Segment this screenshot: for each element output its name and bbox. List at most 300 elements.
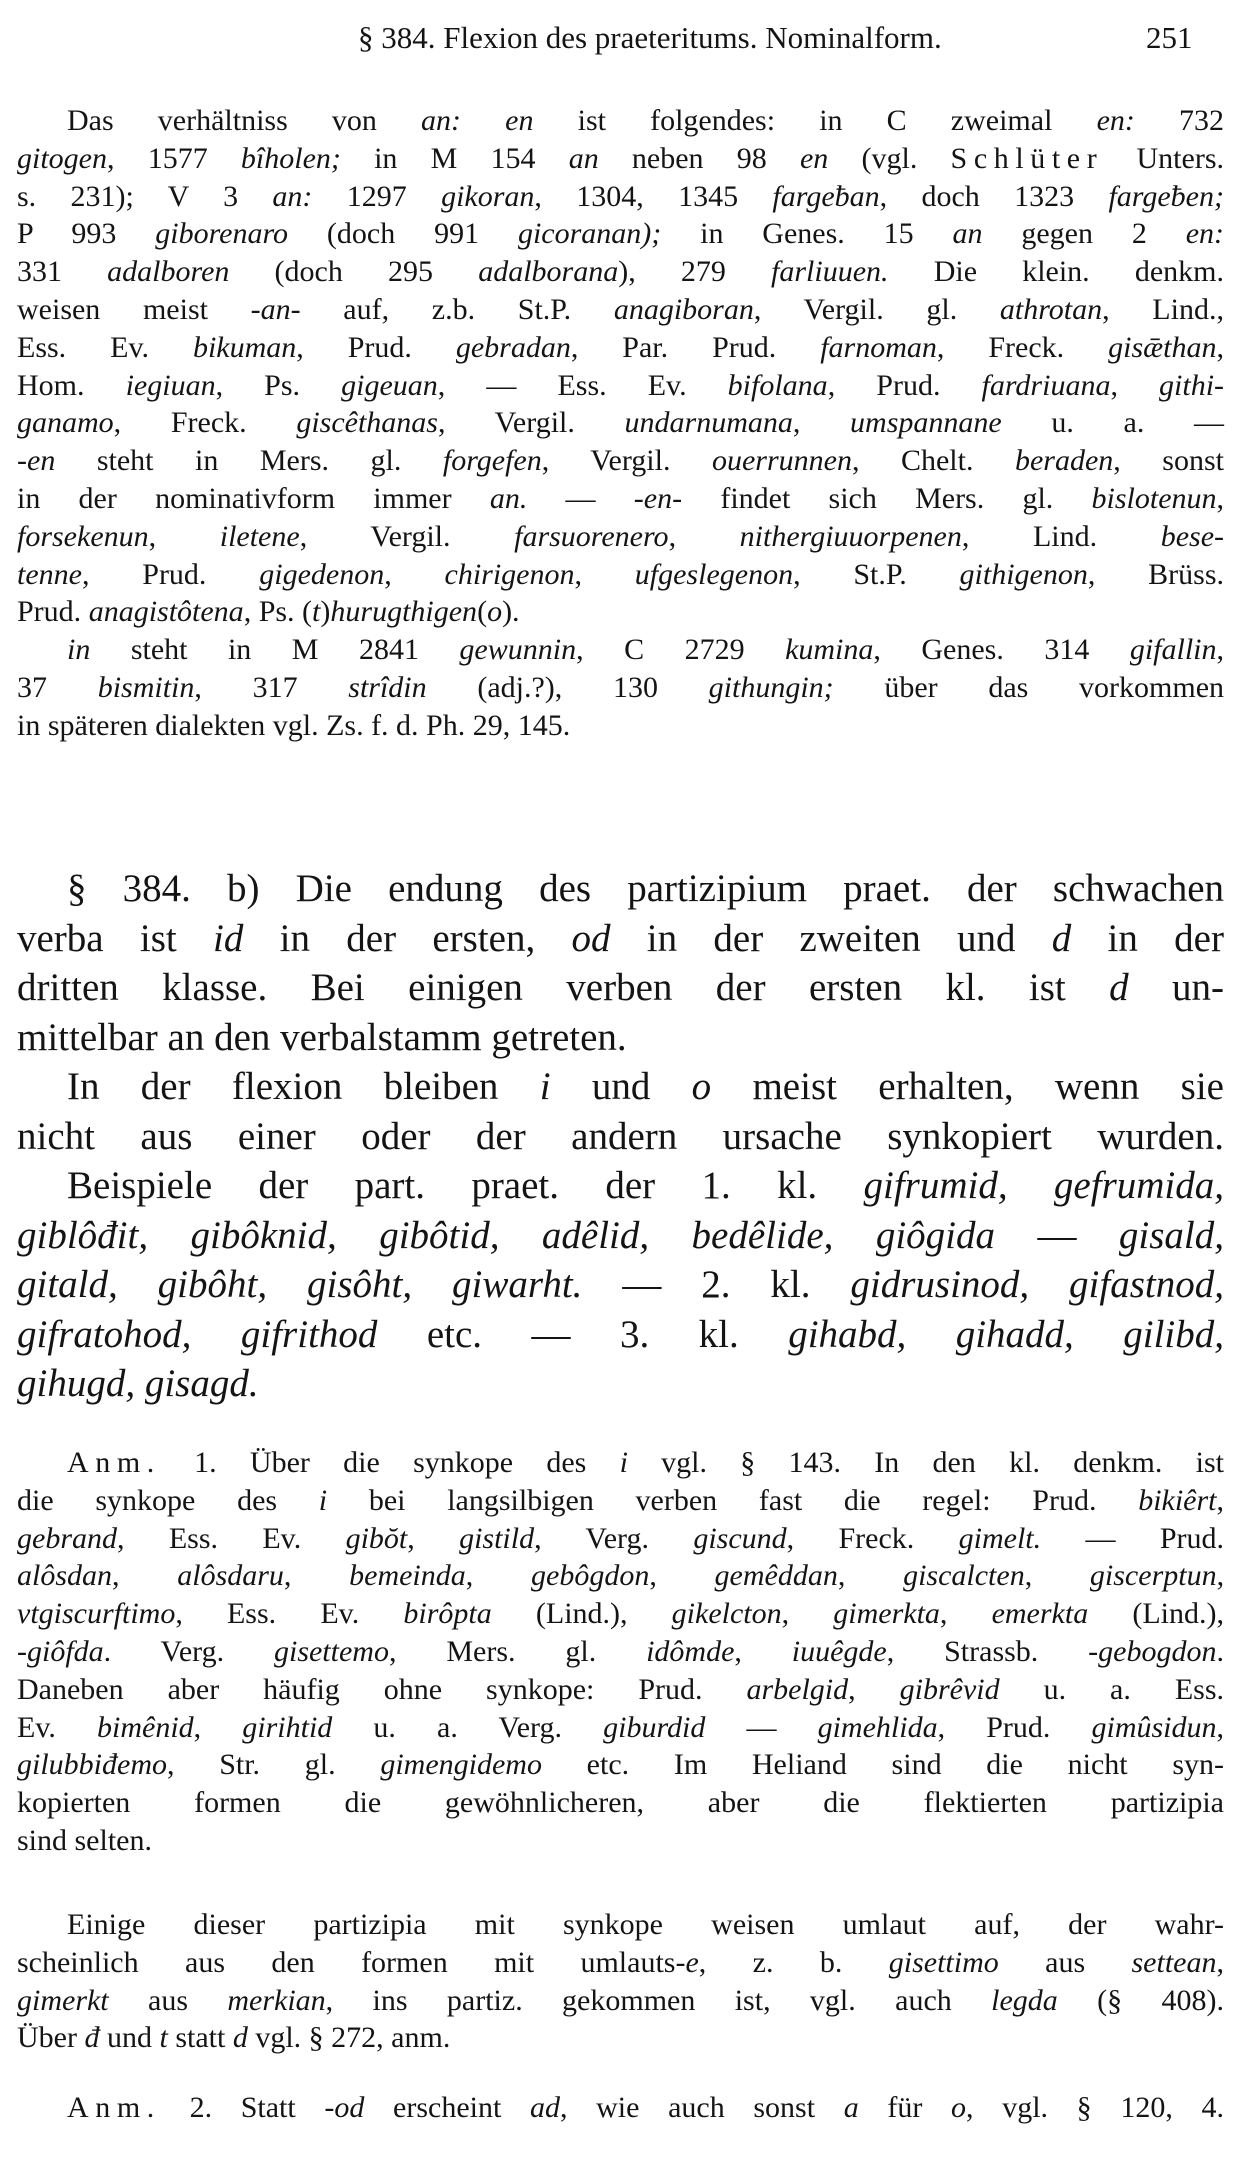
italic-word-form: gifrumid, gefrumida, [863,1164,1224,1207]
italic-word-form: emerkta [991,1597,1089,1631]
text-run: in der zweiten und [610,916,1052,960]
text-run: , Brüss. [1087,557,1225,591]
italic-word-form: adalborana [478,255,619,289]
text-line [17,1112,1224,1162]
text-run: , [1216,1710,1225,1744]
text-run: - findet sich Mers. gl. [672,481,1092,515]
italic-word-form: bîholen; [240,141,341,175]
italic-word-form: gebôgdon [531,1559,650,1593]
text-run: , [465,1559,531,1593]
text-line [17,102,1224,140]
text-run: , [939,1597,992,1631]
text-run: , [1110,368,1160,402]
text-run: s. 231); V 3 [17,179,273,213]
italic-word-form: bifolana [727,368,828,402]
italic-word-form: gilubbiđemo [17,1748,167,1782]
italic-word-form: gistild [459,1521,535,1555]
italic-word-form: githigenon [959,557,1088,591]
text-run: , Lind., [1102,292,1224,326]
text-run: , Vergil. [437,406,625,440]
paragraph [17,102,1224,631]
italic-word-form: in [67,633,91,667]
spaced-label: Schlüter [950,141,1104,175]
text-run: , [1216,481,1225,515]
annotation-1 [17,1444,1224,1860]
annotation-2 [17,2089,1224,2127]
italic-word-form: gitald, gibôht, gisôht, giwarht. [17,1263,583,1306]
italic-word-form: hurugthigen [330,595,478,629]
italic-word-form: ad [529,2091,560,2124]
italic-word-form: gitogen [17,141,107,175]
italic-word-form: adalboren [107,255,230,289]
annotation-umlaut-paragraph [17,1906,1224,2057]
italic-word-form: githungin; [708,670,834,704]
italic-word-form: anagiboran [613,292,754,326]
text-run: vgl. § 272, anm. [247,2021,451,2055]
italic-word-form: bese- [1160,519,1224,553]
text-run: und [550,1065,692,1108]
text-run: 37 [17,670,98,704]
text-run: , Par. Prud. [570,330,821,364]
italic-word-form: en: [1096,104,1135,137]
text-run: in M 154 [340,141,569,175]
italic-word-form: giburdid [603,1710,706,1744]
text-line [17,864,1224,914]
text-run: Einige dieser partizipia mit synkope weisen umlaut auf, der wahr- [67,1908,1224,1941]
italic-word-form: t [312,595,321,629]
text-run: , [407,1521,460,1555]
italic-word-form: giborenaro [155,217,289,251]
page-number: 251 [1146,20,1193,55]
text-line [17,914,1224,964]
italic-word-form: gimengidemo [380,1748,542,1782]
text-line [17,1211,1224,1261]
running-header [0,20,1247,64]
text-run: , sonst [1113,444,1224,478]
text-line [17,1161,1224,1211]
paragraph [17,1906,1224,2057]
italic-word-form: gigedenon [259,557,385,591]
italic-word-form: fargeƀan [772,179,880,213]
italic-word-form: fardriuana [981,368,1111,402]
italic-word-form: athrotan [999,292,1103,326]
text-run: , Ess. Ev. [175,1597,404,1631]
italic-word-form: gifallin [1129,633,1217,667]
text-run: in späteren dialekten vgl. Zs. f. d. Ph. 29, 145. [17,708,571,742]
italic-word-form: od [334,2091,365,2124]
italic-word-form: farsuorenero [514,519,669,553]
text-run: , [668,519,740,553]
text-line [17,1013,1224,1063]
text-run: Über [17,2021,85,2055]
text-run: erscheint [364,2091,530,2124]
text-line [17,963,1224,1013]
italic-word-form: gifratohod, gifrithod [17,1312,378,1356]
italic-word-form: vtgiscurftimo [17,1597,176,1631]
text-run: , Prud. [827,368,982,402]
text-run: — Prud. [1041,1521,1224,1555]
italic-word-form: i [539,1065,551,1108]
text-line [17,442,1224,480]
italic-word-form: a [843,2091,859,2124]
italic-word-form: bimênid [97,1710,194,1744]
text-line [17,593,1224,631]
italic-word-form: farnoman [820,330,937,364]
text-run: , [1216,1483,1224,1517]
text-line [17,1944,1224,1982]
italic-word-form: gibrêvid [899,1672,1000,1706]
italic-word-form: iuuêgde [791,1634,887,1668]
text-run: , [1024,1559,1090,1593]
text-line [17,1595,1224,1633]
italic-word-form: o [487,595,503,629]
text-run: , Prud. [81,557,260,591]
text-run: Hom. [17,368,126,402]
text-run: in Genes. 15 [661,217,953,251]
text-line [17,518,1224,556]
text-run: , Str. gl. [167,1748,381,1782]
italic-word-form: gemêddan [714,1559,838,1593]
text-run: etc. — 3. kl. [377,1312,789,1356]
italic-word-form: birôpta [403,1597,492,1631]
italic-word-form: giblôđit, gibôknid, gibôtid, adêlid, bedêlide, giôgida [17,1213,996,1257]
text-line [17,215,1224,253]
section-384b-body [17,864,1224,1409]
text-run: kopierten formen die gewöhnlicheren, aber die flektierten partizipia [17,1786,1224,1820]
italic-word-form: giscêthanas [296,406,438,440]
text-run: , [193,1710,243,1744]
italic-word-form: e [685,1945,699,1979]
text-run: verba ist [17,916,214,960]
text-run: Ev. [17,1710,97,1744]
text-run: nicht aus einer oder der andern ursache synkopiert wurden. [17,1114,1224,1158]
text-run: Prud. [17,595,89,629]
italic-word-form: en [799,141,829,175]
italic-word-form: girihtid [242,1710,333,1744]
text-run: - [17,1634,27,1668]
italic-word-form: gisǣthan [1108,330,1217,364]
italic-word-form: gidrusinod, gifastnod, [850,1263,1224,1306]
text-run: , St.P. [793,557,960,591]
text-run: in der [1071,916,1224,960]
note-on-an-en-endings [17,102,1224,745]
italic-word-form: githi- [1159,368,1225,402]
italic-word-form: gihugd, gisagd. [17,1362,259,1405]
text-run: Daneben aber häufig ohne synkope: Prud. [17,1672,747,1706]
text-line [17,1671,1224,1709]
text-line [17,2019,1224,2057]
text-run: scheinlich aus den formen mit umlauts- [17,1945,686,1979]
text-run: 732 [1134,104,1225,137]
text-run: ). [502,595,520,629]
italic-word-form: giscalcten [903,1559,1025,1593]
italic-word-form: id [213,916,244,960]
italic-word-form: merkian [227,1983,326,2017]
italic-word-form: anagistôtena [88,595,244,629]
text-run: 2. Statt - [160,2091,335,2124]
italic-word-form: iegiuan [125,368,216,402]
paragraph [17,1444,1224,1860]
text-run: , [574,557,635,591]
text-run: , Mers. gl. [388,1634,647,1668]
italic-word-form: gisettimo [888,1945,999,1979]
text-run: ), 279 [618,255,772,289]
italic-word-form: gikoran [441,179,535,213]
text-run: , [792,406,851,440]
text-run: (vgl. [828,141,951,175]
text-run: , Genes. 314 [873,633,1130,667]
italic-word-form: d [1051,916,1072,960]
text-run: in der nominativform immer [17,481,490,515]
text-run: dritten klasse. Bei einigen verben der ersten kl. ist [17,966,1110,1009]
italic-word-form: gimûsidun [1091,1710,1217,1744]
text-line [17,1982,1224,2020]
text-run: Beispiele der part. praet. der 1. kl. [67,1164,864,1207]
italic-word-form: settean [1131,1945,1217,1979]
text-run: , [283,1559,350,1593]
italic-word-form: bikiêrt [1138,1483,1217,1517]
text-run: Ess. Ev. [17,330,193,364]
text-line [17,1482,1224,1520]
text-run: (doch 295 [229,255,479,289]
italic-word-form: gihabd, gihadd, gilibd, [788,1312,1225,1356]
text-run: aus [998,1945,1132,1979]
text-run: , Ps. ( [243,595,313,629]
italic-word-form: umspannane [850,406,1002,440]
italic-word-form: arbelgid [746,1672,849,1706]
italic-word-form: beraden [1014,444,1114,478]
text-run: , Verg. [534,1521,694,1555]
paragraph [17,631,1224,744]
italic-word-form: forsekenun [17,519,149,553]
italic-word-form: giôfda [27,1634,104,1668]
text-line [17,1359,1224,1409]
text-run: , Freck. [936,330,1109,364]
text-run: , Prud. [296,330,456,364]
text-line [17,1906,1224,1944]
text-run: u. a. Ess. [999,1672,1224,1706]
text-run: , 317 [194,670,349,704]
spaced-label: Anm. [67,2091,161,2124]
italic-word-form: o [951,2091,967,2124]
italic-word-form: gikelcton [671,1597,782,1631]
text-run: P 993 [17,217,156,251]
text-run: 331 [17,255,108,289]
italic-word-form: alôsdaru [177,1559,284,1593]
italic-word-form: undarnumana [624,406,793,440]
text-line [17,707,1224,745]
text-run: , [112,1559,178,1593]
italic-word-form: an [568,141,599,175]
text-run: , [734,1634,792,1668]
text-run: , C 2729 [576,633,786,667]
text-run: sind selten. [17,1823,152,1857]
italic-word-form: gisald, [1118,1213,1224,1257]
italic-word-form: o [691,1065,712,1108]
text-line [17,404,1224,442]
text-run: Das verhältniss von [67,104,422,137]
text-line [17,140,1224,178]
text-run: — [995,1213,1119,1257]
italic-word-form: idômde [646,1634,735,1668]
paragraph [17,2089,1224,2127]
text-run: steht in M 2841 [90,633,460,667]
text-run: (Lind.), [491,1597,672,1631]
text-line [17,631,1224,669]
text-line [17,669,1224,707]
text-run: , vgl. § 120, 4. [966,2091,1224,2124]
text-run: — 2. kl. [582,1263,851,1306]
italic-word-form: tenne [17,557,82,591]
text-run: steht in Mers. gl. [55,444,443,478]
paragraph [17,864,1224,1062]
text-line [17,2089,1224,2127]
paragraph [17,1062,1224,1161]
italic-word-form: gimerkta [833,1597,940,1631]
text-run: , [1216,1559,1225,1593]
text-run: , Ess. Ev. [117,1521,346,1555]
text-run: , Vergil. gl. [753,292,1000,326]
text-run: 1. Über die synkope des [160,1446,620,1479]
italic-word-form: gimerkt [17,1983,109,2017]
text-run: , Vergil. [541,444,712,478]
text-run: , [848,1672,900,1706]
text-line [17,367,1224,405]
text-line [17,1746,1224,1784]
italic-word-form: od [571,916,611,960]
text-run: - [17,444,27,478]
text-run: , [649,1559,715,1593]
italic-word-form: nithergiuuorpenen [739,519,962,553]
italic-word-form: gebrand [17,1521,117,1555]
text-run: , [1216,330,1224,364]
italic-word-form: gigeuan [341,368,438,402]
italic-word-form: an: [272,179,313,213]
running-title: § 384. Flexion des praeteritums. Nominalform. [358,20,942,55]
italic-word-form: forgefen [442,444,542,478]
text-run: , 1304, 1345 [534,179,773,213]
italic-word-form: i [318,1483,328,1517]
text-run: 1297 [312,179,442,213]
italic-word-form: an [260,292,291,326]
text-line [17,1062,1224,1112]
italic-word-form: gimelt. [958,1521,1042,1555]
text-line [17,253,1224,291]
text-run: in der ersten, [243,916,572,960]
text-run: - auf, z.b. St.P. [290,292,614,326]
text-line [17,178,1224,216]
text-run: bei langsilbigen verben fast die regel: Prud. [327,1483,1139,1517]
text-run: , doch 1323 [879,179,1109,213]
italic-word-form: strîdin [348,670,427,704]
italic-word-form: i [619,1446,628,1479]
text-run: . Verg. [103,1634,274,1668]
text-run: und [99,2021,160,2055]
text-line [17,1260,1224,1310]
italic-word-form: an [952,217,983,251]
text-run: u. a. — [1001,406,1225,440]
italic-word-form: bislotenun [1091,481,1217,515]
italic-word-form: bemeinda [349,1559,466,1593]
italic-word-form: gicoranan); [517,217,662,251]
text-run: , z. b. [698,1945,889,1979]
italic-word-form: giscerptun [1089,1559,1217,1593]
italic-word-form: gimehlida [817,1710,938,1744]
italic-word-form: d [232,2021,248,2055]
text-line [17,1784,1224,1822]
text-run: ( [477,595,488,629]
text-run: , Chelt. [851,444,1015,478]
italic-word-form: fargeƀen; [1108,179,1224,213]
italic-word-form: en [643,481,673,515]
italic-word-form: an. [489,481,528,515]
text-run: , ins partiz. gekommen ist, vgl. auch [325,1983,992,2017]
text-run: , Ps. [215,368,342,402]
italic-word-form: iletene [219,519,300,553]
text-run: ist folgendes: in C zweimal [533,104,1097,137]
text-run: , — Ess. Ev. [437,368,728,402]
text-run: , [384,557,445,591]
spaced-label: Anm. [67,1446,161,1479]
text-run: etc. Im Heliand sind die nicht syn- [541,1748,1224,1782]
text-line [17,480,1224,518]
text-run: (adj.?), 130 [426,670,709,704]
text-run: un- [1128,966,1224,1009]
italic-word-form: gebogdon [1098,1634,1217,1668]
text-line [17,1822,1224,1860]
text-run: über das vorkommen [833,670,1225,704]
text-run: — [705,1710,818,1744]
italic-word-form: đ [84,2021,100,2055]
text-run: , Freck. [113,406,297,440]
text-run: , wie auch sonst [559,2091,844,2124]
text-line [17,1520,1224,1558]
italic-word-form: d [1109,966,1129,1009]
text-run: Die klein. denkm. [888,255,1224,289]
text-run: , [1216,633,1224,667]
italic-word-form: gibŏt [345,1521,408,1555]
text-run: gegen 2 [982,217,1186,251]
text-run: . [1216,1634,1224,1668]
text-run: meist erhalten, wenn sie [711,1065,1224,1108]
italic-word-form: farliuuen. [771,255,889,289]
italic-word-form: an: en [421,104,534,137]
italic-word-form: bismitin [97,670,195,704]
text-run: In der flexion bleiben [67,1065,540,1108]
text-run: , [1216,1945,1224,1979]
italic-word-form: ufgeslegenon [634,557,794,591]
italic-word-form: gisettemo [273,1634,389,1668]
italic-word-form: kumina [785,633,874,667]
text-run: ) [320,595,331,629]
text-run: die synkope des [17,1483,319,1517]
italic-word-form: t [159,2021,168,2055]
text-run: , 1577 [107,141,241,175]
paragraph [17,1161,1224,1409]
italic-word-form: chirigenon [444,557,575,591]
italic-word-form: gebradan [455,330,571,364]
text-run: , Lind. [961,519,1161,553]
italic-word-form: ouerrunnen [711,444,852,478]
italic-word-form: bikuman [192,330,297,364]
text-run: — - [527,481,644,515]
text-line [17,329,1224,367]
text-line [17,1709,1224,1747]
text-run: Unters. [1103,141,1224,175]
text-run: mittelbar an den verbalstamm getreten. [17,1015,627,1059]
text-run: vgl. § 143. In den kl. denkm. ist [627,1446,1224,1479]
text-run: , [148,519,220,553]
